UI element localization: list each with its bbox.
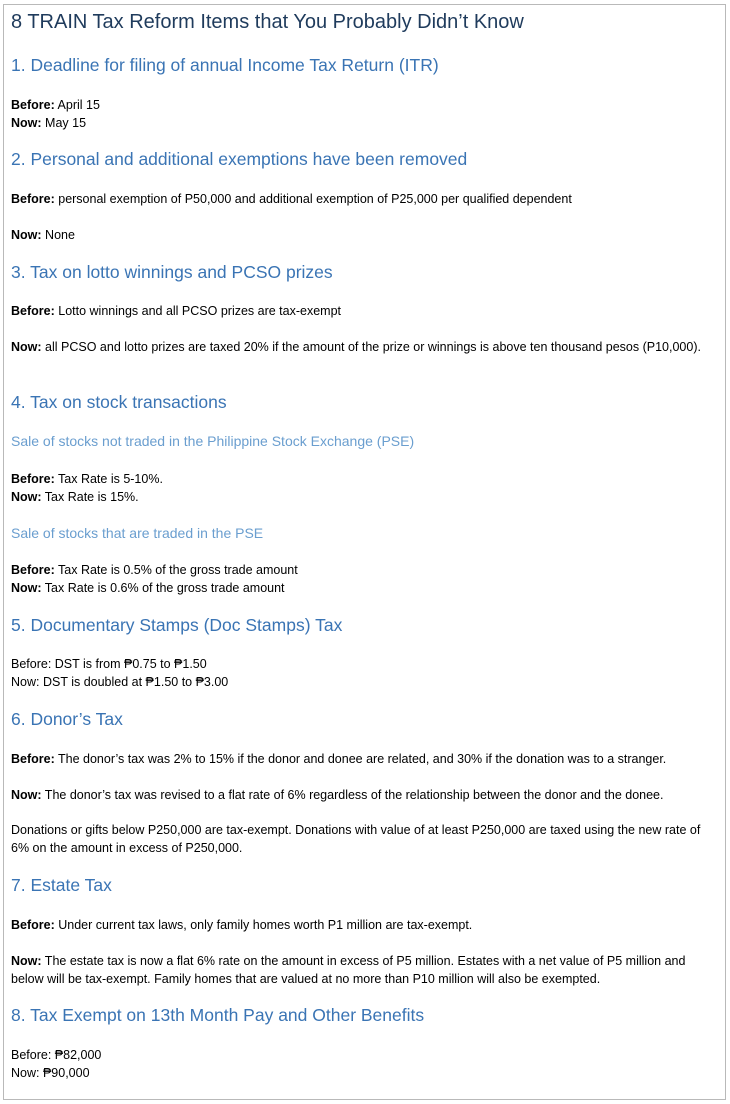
now-label: Now: (11, 116, 42, 130)
before-label: Before: (11, 752, 55, 766)
now-label: Now: (11, 954, 42, 968)
section-5-heading: 5. Documentary Stamps (Doc Stamps) Tax (11, 615, 343, 635)
before-label: Before: (11, 192, 55, 206)
section-1-now (11, 114, 719, 132)
now-text: None (41, 228, 75, 242)
before-label: Before: (11, 918, 55, 932)
section-8-heading: 8. Tax Exempt on 13th Month Pay and Other Benefits (11, 1005, 425, 1025)
before-label: Before: (11, 563, 55, 577)
before-label: Before: (11, 98, 55, 112)
before-text: April 15 (54, 98, 100, 112)
section-6-now (11, 786, 719, 804)
section-1-heading: 1. Deadline for filing of annual Income Tax Return (ITR) (11, 55, 439, 75)
before-text: Tax Rate is 5-10%. (54, 472, 163, 486)
before-text: The donor’s tax was 2% to 15% if the donor and donee are related, and 30% if the donation was to a stranger. (54, 752, 667, 766)
section-2-now (11, 226, 719, 244)
now-label: Now: (11, 340, 42, 354)
now-text: all PCSO and lotto prizes are taxed 20% if the amount of the prize or winnings is above ten thousand pesos (P10,000). (41, 340, 701, 354)
now-text: Tax Rate is 15%. (41, 490, 139, 504)
section-2-heading: 2. Personal and additional exemptions have been removed (11, 149, 468, 169)
section-6-heading: 6. Donor’s Tax (11, 709, 123, 729)
before-text: Under current tax laws, only family homes worth P1 million are tax-exempt. (54, 918, 473, 932)
section-1-before (11, 96, 719, 114)
section-5-before: Before: DST is from ₱0.75 to ₱1.50 (11, 657, 207, 671)
section-7-now (11, 952, 719, 988)
section-6-note: Donations or gifts below P250,000 are tax-exempt. Donations with value of at least P250,000 are taxed using the new rate of 6% on the amount in excess of P250,000. (11, 823, 701, 855)
now-label: Now: (11, 581, 42, 595)
now-text: The estate tax is now a flat 6% rate on the amount in excess of P5 million. Estates with a net value of P5 million and below will be tax-exempt. Family homes that are valued at no more than P10 million will also be exempted. (11, 954, 686, 986)
section-4-subheading-1: Sale of stocks not traded in the Philippine Stock Exchange (PSE) (11, 433, 415, 449)
section-4b-before (11, 561, 719, 579)
now-label: Now: (11, 228, 42, 242)
before-label: Before: (11, 472, 55, 486)
section-7-before (11, 916, 719, 934)
section-8-now: Now: ₱90,000 (11, 1066, 90, 1080)
section-4a-now (11, 488, 719, 506)
section-2-before (11, 190, 719, 208)
section-4b-now (11, 579, 719, 597)
before-text: personal exemption of P50,000 and additional exemption of P25,000 per qualified dependent (54, 192, 572, 206)
before-label: Before: (11, 304, 55, 318)
before-text: Tax Rate is 0.5% of the gross trade amount (54, 563, 298, 577)
section-3-now (11, 338, 719, 356)
section-7-heading: 7. Estate Tax (11, 875, 112, 895)
now-text: Tax Rate is 0.6% of the gross trade amount (41, 581, 285, 595)
section-3-before (11, 302, 719, 320)
section-5-now: Now: DST is doubled at ₱1.50 to ₱3.00 (11, 675, 229, 689)
section-4a-before (11, 470, 719, 488)
document-page (3, 4, 726, 1100)
section-4-subheading-2: Sale of stocks that are traded in the PSE (11, 525, 264, 541)
now-text: The donor’s tax was revised to a flat rate of 6% regardless of the relationship between the donor and the donee. (41, 788, 664, 802)
section-3-heading: 3. Tax on lotto winnings and PCSO prizes (11, 262, 333, 282)
section-8-before: Before: ₱82,000 (11, 1048, 102, 1062)
section-4-heading: 4. Tax on stock transactions (11, 392, 227, 412)
before-text: Lotto winnings and all PCSO prizes are tax-exempt (54, 304, 342, 318)
section-6-before (11, 750, 719, 768)
now-label: Now: (11, 788, 42, 802)
now-text: May 15 (41, 116, 87, 130)
page-title: 8 TRAIN Tax Reform Items that You Probably Didn’t Know (11, 11, 524, 33)
now-label: Now: (11, 490, 42, 504)
